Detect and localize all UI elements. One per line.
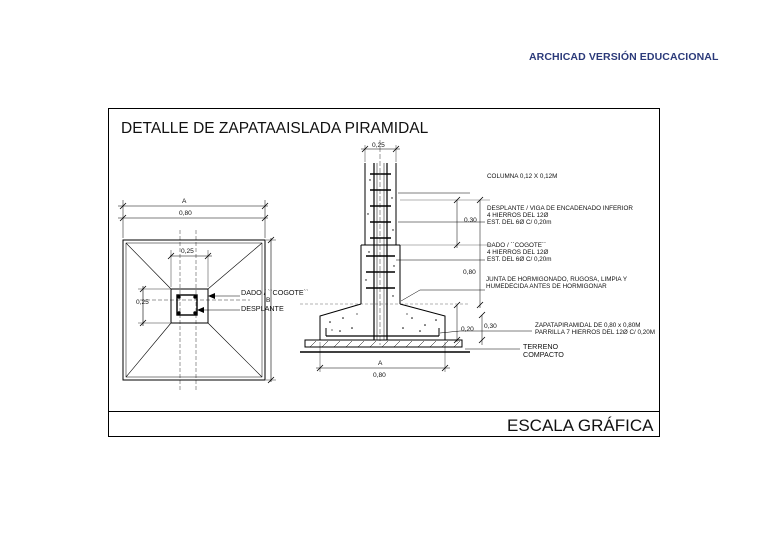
section-dim-column-top: 0,25: [372, 142, 385, 149]
plan-dim-letter-a: A: [182, 198, 187, 205]
plan-label-dado: DADO / ``COGOTE``: [241, 288, 309, 297]
watermark-text: ARCHICAD VERSIÓN EDUCACIONAL: [529, 51, 719, 63]
graphic-scale-label: ESCALA GRÁFICA: [507, 416, 654, 435]
plan-dim-width: 0,80: [179, 210, 192, 217]
plan-dim-dado-top: 0,25: [181, 248, 194, 255]
plan-side-letter-b: B: [266, 297, 271, 304]
section-stirrups: [366, 174, 395, 288]
section-dim-letter-a: A: [378, 360, 383, 367]
plan-label-desplante: DESPLANTE: [241, 304, 284, 313]
note-desplante-line-1: DESPLANTE / VIGA DE ENCADENADO INFERIOR: [487, 205, 633, 212]
lean-concrete-hatch: [310, 341, 460, 347]
note-zapata-line-2: PARRILLA 7 HIERROS DEL 12Ø C/ 0,20M: [535, 329, 656, 336]
note-dado-line-1: DADO / ``COGOTE``: [487, 242, 547, 249]
section-dim-020: 0,20: [461, 326, 474, 333]
section-dim-080: 0,80: [463, 269, 476, 276]
note-desplante-line-2: 4 HIERROS DEL 12Ø: [487, 212, 549, 219]
note-terreno-line-2: COMPACTO: [523, 350, 564, 359]
note-dado-line-2: 4 HIERROS DEL 12Ø: [487, 249, 549, 256]
section-tick-marks: [317, 146, 485, 371]
note-dado-line-3: EST. DEL 6Ø C/ 0,20m: [487, 256, 552, 263]
note-junta-line-1: JUNTA DE HORMIGONADO, RUGOSA, LIMPIA Y: [486, 276, 628, 283]
plan-dim-dado-left: 0,25: [136, 299, 149, 306]
section-dim-bottom: 0,80: [373, 372, 386, 379]
note-columna: COLUMNA 0,12 X 0,12M: [487, 173, 558, 180]
note-junta-line-2: HUMEDECIDA ANTES DE HORMIGONAR: [486, 283, 607, 290]
note-desplante-line-3: EST. DEL 6Ø C/ 0,20m: [487, 219, 552, 226]
note-zapata-line-1: ZAPATAPIRAMIDAL DE 0,80 x 0,80M: [535, 322, 641, 329]
section-dim-030-upper: 0.30: [464, 217, 477, 224]
note-terreno-line-1: TERRENO: [523, 342, 559, 351]
drawing-title: DETALLE DE ZAPATAAISLADA PIRAMIDAL: [121, 120, 429, 137]
section-dim-030-lower: 0,30: [484, 323, 497, 330]
